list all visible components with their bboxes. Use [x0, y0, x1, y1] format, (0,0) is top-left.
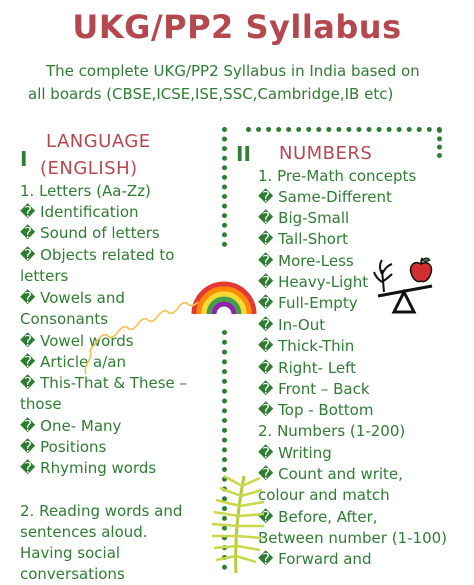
- list-item: � In-Out: [258, 316, 326, 334]
- list-item: � Article a/an: [20, 353, 126, 371]
- list-item: � One- Many: [20, 417, 122, 435]
- list-item: � Big-Small: [258, 209, 350, 227]
- numbers-title: NUMBERS: [279, 143, 373, 164]
- list-item: � Front – Back: [258, 380, 370, 398]
- list-item: Having social: [20, 544, 121, 562]
- separator-center-upper: [222, 127, 227, 247]
- section-number-1: I: [20, 147, 28, 171]
- list-item: conversations: [20, 565, 125, 583]
- list-item: 2. Reading words and: [20, 502, 183, 520]
- list-item: � Heavy-Light: [258, 273, 369, 291]
- list-item: letters: [20, 267, 69, 285]
- apple-icon: [408, 256, 434, 284]
- separator-right-edge: [437, 128, 442, 158]
- list-item: � Same-Different: [258, 188, 392, 206]
- list-item: sentences aloud.: [20, 523, 148, 541]
- list-item: � Right- Left: [258, 359, 357, 377]
- list-item: � Identification: [20, 203, 139, 221]
- list-item: � Positions: [20, 438, 107, 456]
- list-item: � Objects related to: [20, 246, 175, 264]
- list-item: � Tall-Short: [258, 230, 349, 248]
- page-title: UKG/PP2 Syllabus: [72, 8, 402, 46]
- list-item: � Count and write,: [258, 465, 403, 483]
- section-number-2: II: [236, 142, 251, 166]
- page-subtitle: [28, 60, 466, 106]
- palm-leaf-icon: [196, 468, 266, 573]
- language-title-line-2: (ENGLISH): [40, 158, 138, 179]
- list-item: � Writing: [258, 444, 332, 462]
- separator-top-right: [246, 127, 442, 132]
- list-item: � Sound of letters: [20, 224, 160, 242]
- list-item: � Top - Bottom: [258, 401, 374, 419]
- subtitle-line-1: The complete UKG/PP2 Syllabus in India based on: [46, 62, 420, 80]
- list-item: � Vowels and: [20, 289, 125, 307]
- list-item: 2. Numbers (1-200): [258, 422, 406, 440]
- list-item: � Thick-Thin: [258, 337, 355, 355]
- list-item: those: [20, 395, 62, 413]
- language-title-line-1: LANGUAGE: [46, 131, 151, 152]
- list-item: Consonants: [20, 310, 109, 328]
- list-item: � Before, After,: [258, 508, 378, 526]
- list-item: � Forward and: [258, 550, 372, 568]
- subtitle-line-2: all boards (CBSE,ICSE,ISE,SSC,Cambridge,IB etc): [28, 85, 394, 103]
- list-item: � Vowel words: [20, 332, 134, 350]
- list-item: � Full-Empty: [258, 294, 358, 312]
- list-item: colour and match: [258, 486, 390, 504]
- list-item: 1. Letters (Aa-Zz): [20, 182, 151, 200]
- list-item: Between number (1-100): [258, 529, 448, 547]
- rainbow-icon: [190, 278, 258, 316]
- list-item: � Rhyming words: [20, 459, 157, 477]
- list-item: 1. Pre-Math concepts: [258, 167, 417, 185]
- spring-icon: [80, 300, 200, 390]
- list-item: � This-That & These –: [20, 374, 188, 392]
- list-item: � More-Less: [258, 252, 354, 270]
